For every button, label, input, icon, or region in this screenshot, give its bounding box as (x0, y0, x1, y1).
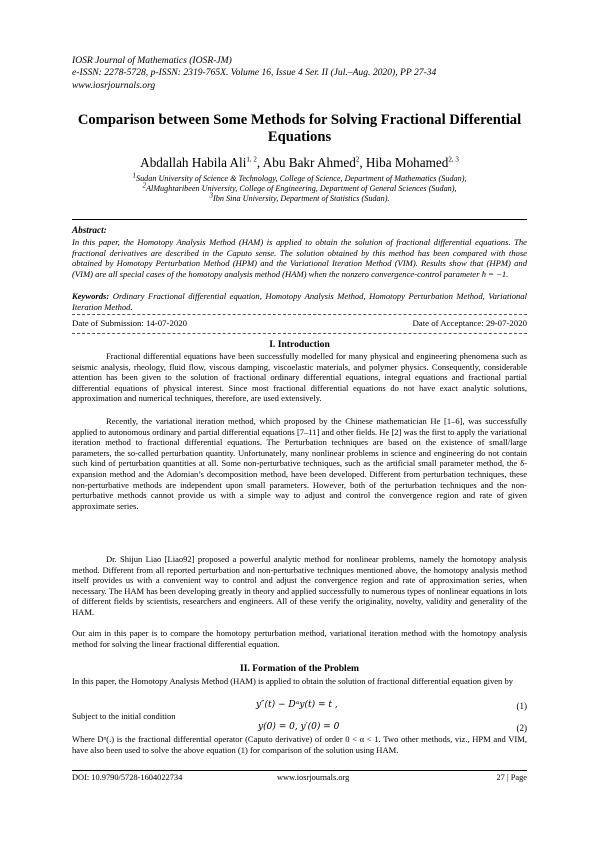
footer-rule (72, 770, 527, 771)
keywords-text: Ordinary Fractional differential equation, Homotopy Analysis Method, Homotopy Perturbation Method, Variational Iteration Method. (72, 291, 527, 312)
author-sup: 2 (355, 155, 360, 164)
footer-site: www.iosrjournals.org (277, 773, 350, 782)
paragraph: Subject to the initial condition (72, 711, 176, 721)
author-sup: 1, 2 (246, 155, 257, 164)
equation-1: y″(t) − Dᵅy(t) = t , (256, 700, 338, 710)
author-list: Abdallah Habila Ali$^{1, 2}$, Abu Bakr Ahmed$^2$, Hiba Mohamed$^{2, 3}$ (140, 155, 459, 170)
author-name: Abu Bakr Ahmed (262, 155, 356, 170)
paragraph: Dr. Shijun Liao [Liao92] proposed a powerful analytic method for nonlinear problems, namely the homotopy analysis method. Different from all reported perturbation and non-perturbative techniques mentioned above, the homotopy analysis method itself provides us with a convenient way to control and adjust the convergence region and rate of approximation series, when necessary. The HAM has been developing greatly in theory and applied successfully to numerous types of nonlinear equations in lots of different fields by scientists, researchers and engineers. All of these verify the originality, novelty, validity and generality of the HAM. (72, 554, 528, 617)
divider-dashed (72, 314, 527, 315)
equation-number: (2) (516, 723, 527, 733)
author-name: Abdallah Habila Ali (140, 155, 247, 170)
paragraph: Fractional differential equations have been successfully modelled for many physical and engineering phenomena such as seismic analysis, rheology, fluid flow, viscous damping, viscoelastic materials, and polymer physics. Consequently, considerable attention has been given to the solution of fractional ordinary differential equations, integral equations and fractional partial differential equations of physical interest. Since most fractional differential equations do not have exact analytic solutions, approximation and numerical techniques, therefore, are used extensively. (72, 351, 527, 404)
acceptance-date: Date of Acceptance: 29-07-2020 (412, 318, 527, 328)
equation-number: (1) (516, 701, 527, 711)
section-heading: II. Formation of the Problem (240, 663, 359, 674)
keywords (72, 291, 527, 312)
footer-doi: DOI: 10.9790/5728-1604022734 (72, 773, 183, 782)
keywords-label: Keywords: (72, 291, 110, 301)
abstract-top-rule (72, 219, 527, 220)
author-sup: 2, 3 (448, 155, 459, 164)
journal-header (72, 55, 436, 92)
paragraph: Where Dᵅ(.) is the fractional differential operator (Caputo derivative) of order 0 < α < 1. Two other methods, viz., HPM and VIM, have also been used to solve the above equation (1) for comparison of the solution using HAM. (72, 734, 527, 755)
abstract-text: In this paper, the Homotopy Analysis Method (HAM) is applied to obtain the solution of fractional differential equations. The fractional derivatives are described in the Caputo sense. The solution obtained by this method has been compared with those obtained by Homotopy Perturbation Method (HPM) and the Variational Iteration Method (VIM). Results show that (HPM) and (VIM) are all special cases of the homotopy analysis method (HAM) when the nonzero convergence-control parameter ħ = −1. (72, 237, 527, 280)
submission-date: Date of Submission: 14-07-2020 (72, 318, 188, 328)
abstract-heading: Abstract: (72, 225, 107, 235)
journal-site: www.iosrjournals.org (72, 79, 156, 91)
equation-2: y(0) = 0, y′(0) = 0 (258, 722, 340, 732)
affiliation-line: $^1$Sudan University of Science & Technology, College of Science, Department of Mathematics (Sudan), (132, 171, 467, 183)
paper-title: Comparison between Some Methods for Solving Fractional Differential Equations (77, 112, 522, 146)
affiliation-line: $^3$Ibn Sina University, Department of Statistics (Sudan). (209, 191, 390, 204)
footer-page: 27 | Page (496, 773, 527, 782)
section-heading: I. Introduction (269, 339, 330, 350)
paragraph: Recently, the variational iteration method, which proposed by the Chinese mathematician He [1–6], was successfully applied to autonomous ordinary and partial differential equations [7–11] and other fields. He [2] was the first to apply the variational iteration method to fractional differential equations. The Perturbation techniques are based on the existence of small/large parameters, the so-called perturbation quantity. Unfortunately, many nonlinear problems in science and engineering do not contain such kind of perturbation quantities at all. Some non-perturbative techniques, such as the artificial small parameter method, the δ-expansion method and the Adomian’s decomposition method, have been developed. Different from perturbation techniques, these non-perturbative methods are independent upon small parameters. However, both of the perturbation techniques and the non-perturbative methods cannot provide us with a simple way to adjust and control the convergence region and rate of given approximate series. (72, 416, 527, 511)
journal-issn: e-ISSN: 2278-5728, p-ISSN: 2319-765X. Volume 16, Issue 4 Ser. II (Jul.–Aug. 2020), PP 27-34 (72, 67, 437, 79)
divider-dashed (72, 333, 527, 334)
affiliation-line: $^2$AlMughtaribeen University, College of Engineering, Department of General Sciences (Sudan), (142, 181, 457, 194)
affiliations (72, 171, 527, 205)
paragraph: Our aim in this paper is to compare the homotopy perturbation method, variational iteration method with the homotopy analysis method for solving the linear fractional differential equation. (72, 628, 527, 649)
paragraph: In this paper, the Homotopy Analysis Method (HAM) is applied to obtain the solution of fractional differential equation given by (72, 676, 514, 686)
author-name: Hiba Mohamed (365, 155, 449, 170)
journal-name: IOSR Journal of Mathematics (IOSR-JM) (72, 55, 232, 66)
